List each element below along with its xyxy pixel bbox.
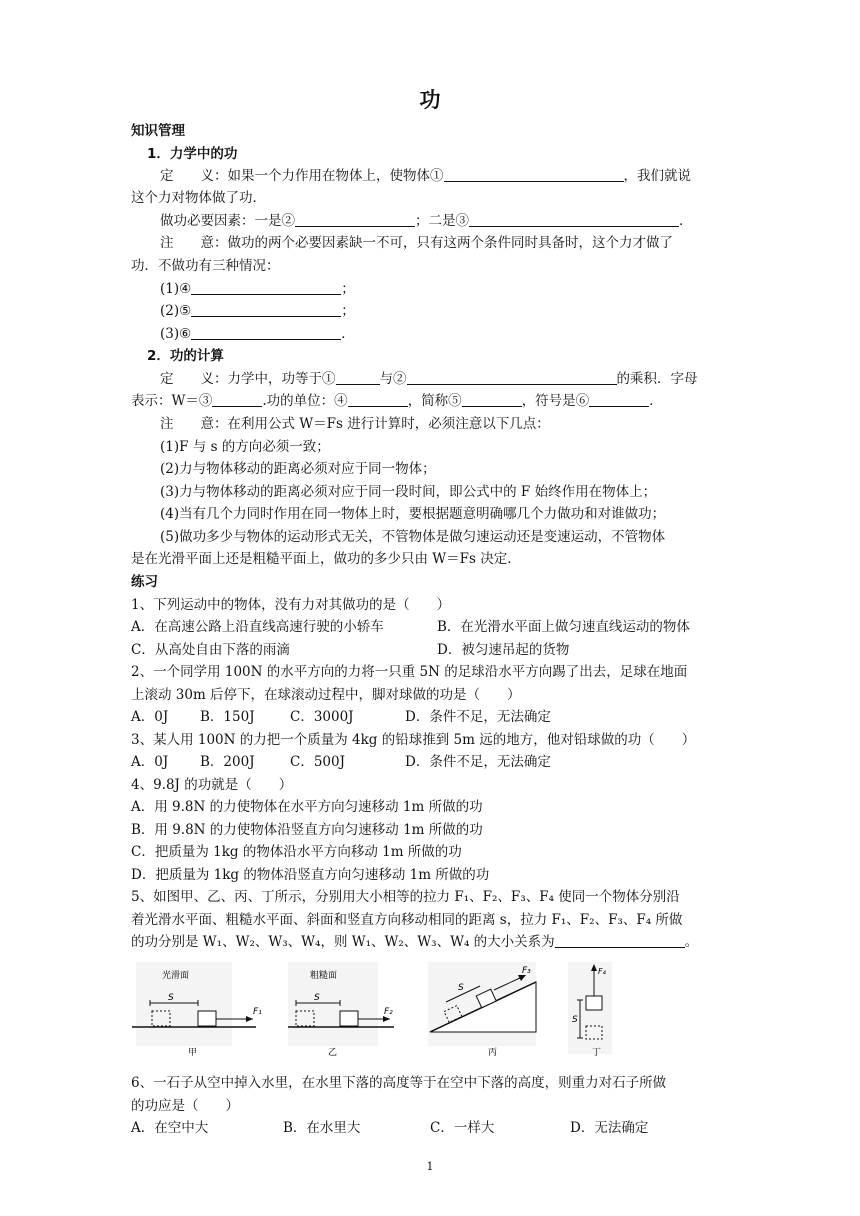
q3-option-d[interactable]: D．条件不足，无法确定 bbox=[405, 754, 551, 770]
question-1: 1、下列运动中的物体，没有力对其做功的是（ ） bbox=[131, 597, 451, 613]
q6-option-d[interactable]: D．无法确定 bbox=[570, 1120, 649, 1136]
question-5-cont: 着光滑水平面、粗糙水平面、斜面和竖直方向移动相同的距离 s，拉力 F₁、F₂、F₃、F₄ 所做 bbox=[131, 912, 683, 928]
blank-5[interactable] bbox=[191, 302, 341, 317]
blank-10[interactable] bbox=[348, 392, 408, 407]
heading-work-calculation: 2．功的计算 bbox=[147, 348, 224, 364]
q4-option-c[interactable]: C．把质量为 1kg 的物体沿水平方向移动 1m 所做的功 bbox=[131, 844, 462, 860]
blank-3[interactable] bbox=[469, 212, 679, 227]
distance-label-yi: S bbox=[314, 993, 320, 1003]
factors-text: 做功必要因素：一是② bbox=[160, 213, 295, 229]
q3-option-c[interactable]: C．500J bbox=[290, 754, 346, 770]
panel-ding bbox=[568, 962, 612, 1058]
question-2: 2、一个同学用 100N 的水平方向的力将一只重 5N 的足球沿水平方向踢了出去，足球在地面 bbox=[131, 664, 688, 680]
blank-12[interactable] bbox=[589, 392, 649, 407]
question-5: 5、如图甲、乙、丙、丁所示，分别用大小相等的拉力 F₁、F₂、F₃、F₄ 使同一个物体分别沿 bbox=[131, 889, 680, 905]
blank-q5[interactable] bbox=[555, 933, 685, 948]
point-3: (3)力与物体移动的距离必须对应于同一段时间，即公式中的 F 始终作用在物体上； bbox=[160, 484, 657, 500]
blank-7[interactable] bbox=[336, 370, 380, 385]
case-3 bbox=[160, 325, 355, 343]
panel-jia bbox=[132, 962, 262, 1058]
force-label-f4: F₄ bbox=[598, 967, 606, 976]
definition-2-mid: 与② bbox=[379, 371, 407, 387]
distance-label-bing: S bbox=[458, 983, 464, 993]
q4-option-b[interactable]: B．用 9.8N 的力使物体沿竖直方向匀速移动 1m 所做的功 bbox=[131, 822, 483, 838]
page-number: 1 bbox=[426, 1160, 434, 1173]
q6-option-c[interactable]: C．一样大 bbox=[430, 1120, 495, 1136]
q2-option-c[interactable]: C．3000J bbox=[290, 709, 354, 725]
unit-label: .功的单位：④ bbox=[262, 393, 348, 409]
definition-1-cont: 这个力对物体做了功． bbox=[131, 190, 266, 206]
definition-1-line bbox=[160, 167, 691, 185]
definition-2-line bbox=[160, 370, 698, 388]
factors-mid: ；二是③ bbox=[415, 213, 469, 229]
case-2-end: ； bbox=[341, 303, 355, 319]
distance-label-ding: S bbox=[572, 1015, 578, 1025]
caption-ding: 丁 bbox=[592, 1048, 602, 1058]
question-5-text: 的功分别是 W₁、W₂、W₃、W₄，则 W₁、W₂、W₃、W₄ 的大小关系为 bbox=[131, 934, 555, 950]
question-5-end: 。 bbox=[684, 934, 699, 950]
case-1 bbox=[160, 280, 355, 298]
q2-option-b[interactable]: B．150J bbox=[200, 709, 255, 725]
question-2-cont: 上滚动 30m 后停下，在球滚动过程中，脚对球做的功是（ ） bbox=[131, 687, 521, 703]
q1-option-d[interactable]: D．被匀速吊起的货物 bbox=[437, 642, 570, 658]
abbr-label: ，简称⑤ bbox=[407, 393, 462, 409]
case-3-end: ． bbox=[341, 326, 355, 342]
blank-4[interactable] bbox=[191, 280, 341, 295]
note-2: 注 意：在利用公式 W＝Fs 进行计算时，必须注意以下几点： bbox=[160, 416, 550, 432]
point-5: (5)做功多少与物体的运动形式无关，不管物体是做匀速运动还是变速运动，不管物体 bbox=[160, 529, 666, 545]
q1-option-b[interactable]: B．在光滑水平面上做匀速直线运动的物体 bbox=[437, 619, 690, 635]
q3-option-a[interactable]: A．0J bbox=[131, 754, 169, 770]
definition-2-text: 定 义：力学中，功等于① bbox=[160, 371, 336, 387]
symbol-label: ，符号是⑥ bbox=[521, 393, 590, 409]
question-4: 4、9.8J 的功就是（ ） bbox=[131, 777, 293, 793]
note-1-cont: 功．不做功有三种情况： bbox=[131, 258, 280, 274]
caption-bing: 丙 bbox=[488, 1048, 498, 1058]
blank-2[interactable] bbox=[295, 212, 415, 227]
factors-line bbox=[160, 212, 693, 230]
section-heading-practice: 练习 bbox=[131, 574, 158, 590]
heading-work-in-mechanics: 1．力学中的功 bbox=[147, 146, 238, 162]
case-1-end: ； bbox=[341, 281, 355, 297]
point-4: (4)当有几个力同时作用在同一物体上时，要根据题意明确哪几个力做功和对谁做功； bbox=[160, 506, 666, 522]
force-label-f1: F₁ bbox=[253, 1007, 262, 1017]
smooth-surface-label: 光滑面 bbox=[162, 971, 190, 981]
definition-2-tail: 的乘积．字母 bbox=[616, 371, 698, 387]
q1-option-a[interactable]: A．在高速公路上沿直线高速行驶的小轿车 bbox=[131, 619, 384, 635]
force-label-f2: F₂ bbox=[384, 1007, 393, 1017]
note-1: 注 意：做功的两个必要因素缺一不可，只有这两个条件同时具备时，这个力才做了 bbox=[160, 235, 673, 251]
case-2 bbox=[160, 302, 355, 320]
section-heading-knowledge: 知识管理 bbox=[131, 123, 185, 139]
distance-label-jia: S bbox=[168, 993, 174, 1003]
blank-9[interactable] bbox=[212, 392, 262, 407]
q3-option-b[interactable]: B．200J bbox=[200, 754, 255, 770]
blank-6[interactable] bbox=[191, 325, 341, 340]
case-2-label: (2)⑤ bbox=[160, 303, 192, 319]
question-3: 3、某人用 100N 的力把一个质量为 4kg 的铅球推到 5m 远的地方，他对铅球做的功（ ） bbox=[131, 732, 696, 748]
question-6-cont: 的功应是（ ） bbox=[131, 1098, 239, 1114]
q2-option-a[interactable]: A．0J bbox=[131, 709, 169, 725]
formula-label: 表示：W＝③ bbox=[131, 393, 213, 409]
blank-8[interactable] bbox=[407, 370, 617, 385]
q4-option-d[interactable]: D．把质量为 1kg 的物体沿竖直方向匀速移动 1m 所做的功 bbox=[131, 867, 490, 883]
factors-end: ． bbox=[679, 213, 693, 229]
q4-option-a[interactable]: A．用 9.8N 的力使物体在水平方向匀速移动 1m 所做的功 bbox=[131, 799, 483, 815]
q6-option-a[interactable]: A．在空中大 bbox=[131, 1120, 209, 1136]
question-5-cont-2 bbox=[131, 933, 698, 951]
point-1: (1)F 与 s 的方向必须一致； bbox=[160, 439, 330, 455]
symbol-end: ． bbox=[649, 393, 663, 409]
blank-1[interactable] bbox=[444, 167, 624, 182]
question-6: 6、一石子从空中掉入水里，在水里下落的高度等于在空中下落的高度，则重力对石子所做 bbox=[131, 1075, 667, 1091]
q2-option-d[interactable]: D．条件不足，无法确定 bbox=[405, 709, 551, 725]
q5-figure bbox=[128, 960, 618, 1060]
panel-yi bbox=[288, 962, 394, 1058]
page-title: 功 bbox=[419, 88, 441, 112]
point-2: (2)力与物体移动的距离必须对应于同一物体； bbox=[160, 461, 436, 477]
q6-option-b[interactable]: B．在水里大 bbox=[283, 1120, 361, 1136]
definition-2-cont bbox=[131, 392, 663, 410]
force-label-f3: F₃ bbox=[522, 966, 531, 976]
rough-surface-label: 粗糙面 bbox=[310, 971, 338, 981]
q1-option-c[interactable]: C．从高处自由下落的雨滴 bbox=[131, 642, 290, 658]
case-1-label: (1)④ bbox=[160, 281, 192, 297]
case-3-label: (3)⑥ bbox=[160, 326, 192, 342]
caption-jia: 甲 bbox=[188, 1048, 198, 1058]
blank-11[interactable] bbox=[462, 392, 522, 407]
definition-1-tail: ，我们就说 bbox=[623, 168, 691, 184]
panel-bing bbox=[428, 962, 536, 1058]
point-5-cont: 是在光滑平面上还是粗糙平面上，做功的多少只由 W＝Fs 决定． bbox=[131, 551, 521, 567]
caption-yi: 乙 bbox=[328, 1048, 338, 1058]
definition-1-text: 定 义：如果一个力作用在物体上，使物体① bbox=[160, 168, 444, 184]
